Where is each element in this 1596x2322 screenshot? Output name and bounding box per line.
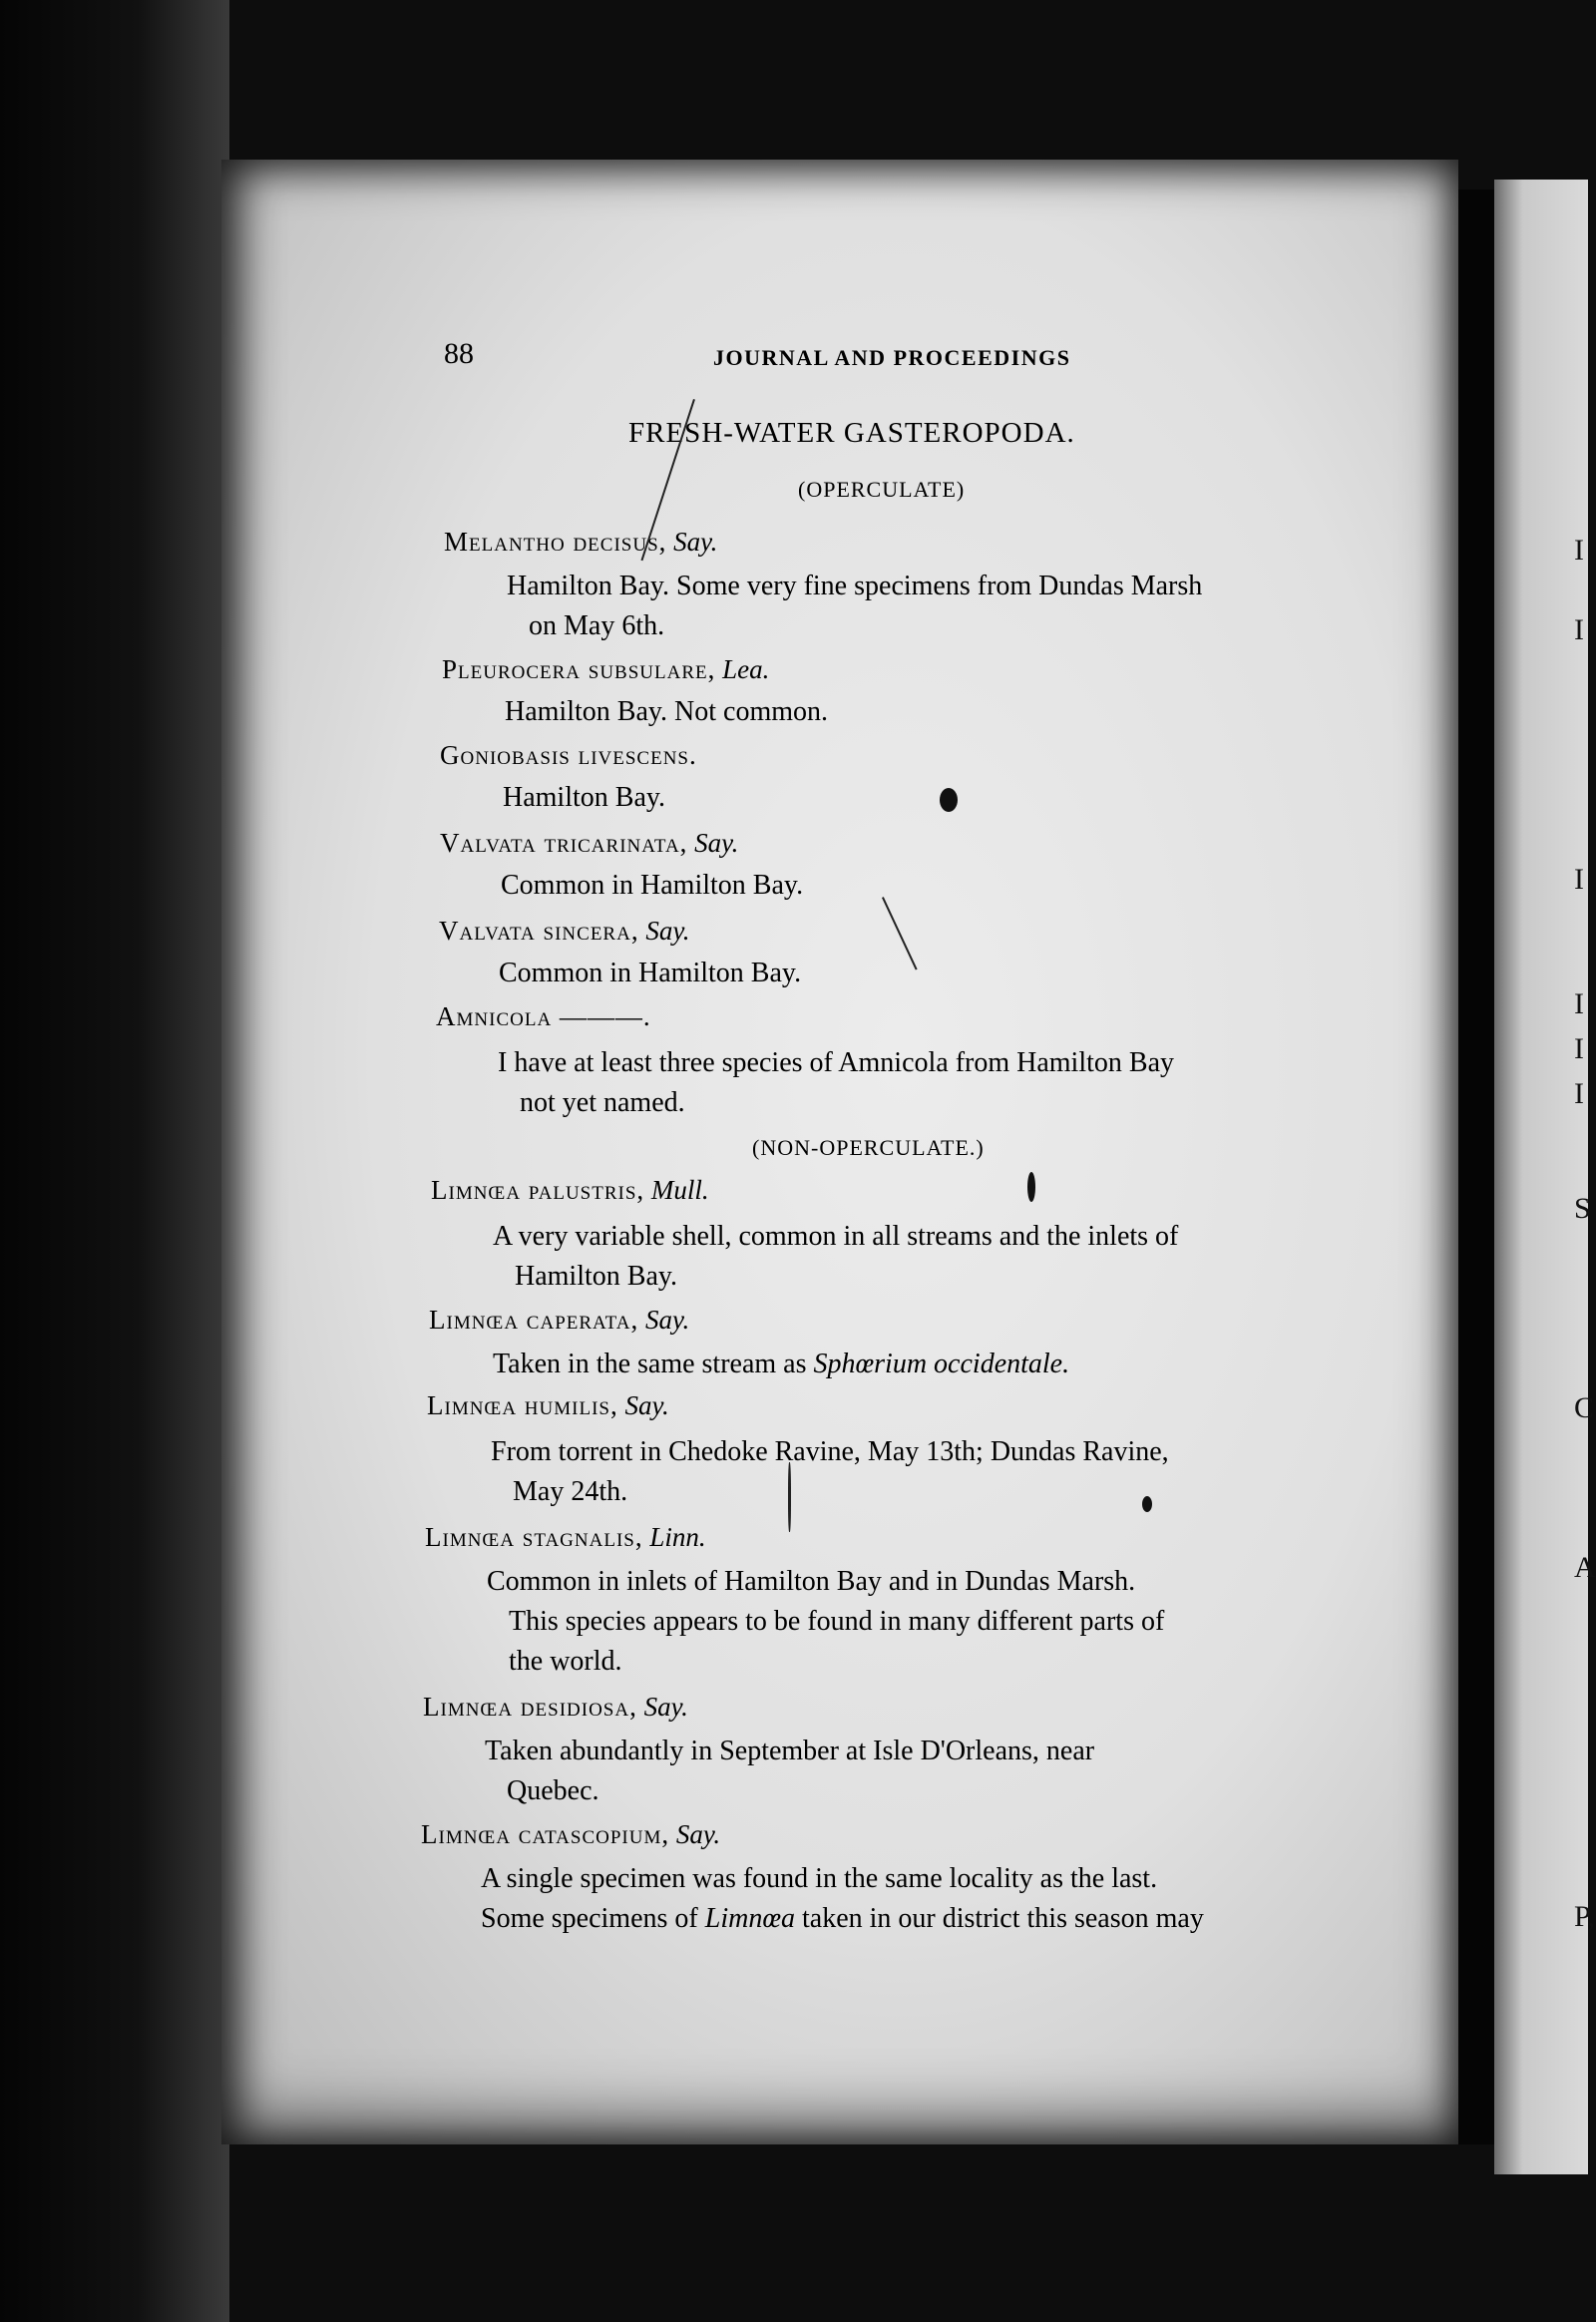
species-heading: Limnœa stagnalis, Linn. xyxy=(425,1522,706,1552)
facing-page-letter: P, xyxy=(1574,1900,1595,1933)
journal-title: JOURNAL AND PROCEEDINGS xyxy=(713,345,1071,370)
species-note: Taken in the same stream as Sphœrium occidentale. xyxy=(493,1349,1070,1379)
species-heading: Limnœa desidiosa, Say. xyxy=(423,1692,688,1722)
facing-page-letter: I xyxy=(1574,1032,1584,1065)
ink-blot xyxy=(940,788,958,812)
species-note: A very variable shell, common in all streams and the inlets of Hamilton Bay. xyxy=(493,1221,1179,1292)
ink-blot xyxy=(1027,1172,1035,1202)
species-heading: Valvata sincera, Say. xyxy=(439,916,690,946)
species-note: Common in inlets of Hamilton Bay and in Dundas Marsh. This species appears to be found in many different parts of the world. xyxy=(487,1566,1165,1677)
subsection-non-operculate: (NON-OPERCULATE.) xyxy=(752,1135,985,1160)
species-note: Taken abundantly in September at Isle D'Orleans, near Quebec. xyxy=(485,1736,1095,1806)
running-head xyxy=(444,337,1342,387)
species-heading: Valvata tricarinata, Say. xyxy=(440,828,739,858)
species-heading: Limnœa caperata, Say. xyxy=(429,1305,690,1335)
page-number: 88 xyxy=(444,337,474,370)
species-note: Hamilton Bay. xyxy=(503,782,666,813)
species-heading: Limnœa humilis, Say. xyxy=(427,1390,669,1420)
facing-page-letter: I xyxy=(1574,534,1584,567)
species-note: I have at least three species of Amnicola from Hamilton Bay not yet named. xyxy=(498,1047,1175,1118)
species-note: Common in Hamilton Bay. xyxy=(501,870,804,901)
species-note: Hamilton Bay. Some very fine specimens from Dundas Marsh on May 6th. xyxy=(507,571,1203,641)
scan-dark-margin xyxy=(0,0,229,2322)
species-heading: Amnicola ———. xyxy=(436,1001,651,1031)
species-heading: Pleurocera subsulare, Lea. xyxy=(442,654,770,684)
facing-page-letter: C xyxy=(1574,1391,1595,1424)
facing-page-letter: I xyxy=(1574,1077,1584,1110)
facing-page-letter: I xyxy=(1574,987,1584,1020)
facing-page-letter: I xyxy=(1574,613,1584,646)
pencil-mark xyxy=(788,1462,791,1532)
facing-page-letter: S xyxy=(1574,1192,1591,1225)
species-heading: Goniobasis livescens. xyxy=(440,740,697,770)
facing-page-edge xyxy=(1494,180,1588,2174)
species-note: A single specimen was found in the same locality as the last. Some specimens of Limnœa taken in our district this season may xyxy=(481,1863,1204,1934)
species-note: Hamilton Bay. Not common. xyxy=(505,696,829,727)
species-heading: Limnœa catascopium, Say. xyxy=(421,1819,721,1849)
book-gutter xyxy=(1458,190,1494,2144)
species-note: Common in Hamilton Bay. xyxy=(499,958,802,988)
subsection-operculate: (OPERCULATE) xyxy=(798,477,966,502)
species-note: From torrent in Chedoke Ravine, May 13th; Dundas Ravine, May 24th. xyxy=(491,1436,1169,1507)
species-heading: Limnœa palustris, Mull. xyxy=(431,1175,709,1205)
section-title: FRESH-WATER GASTEROPODA. xyxy=(628,417,1075,449)
facing-page-letter: I xyxy=(1574,863,1584,896)
ink-blot xyxy=(1142,1496,1152,1512)
facing-page-letter: A xyxy=(1574,1551,1596,1584)
species-heading: Melantho decisus, Say. xyxy=(444,527,718,557)
